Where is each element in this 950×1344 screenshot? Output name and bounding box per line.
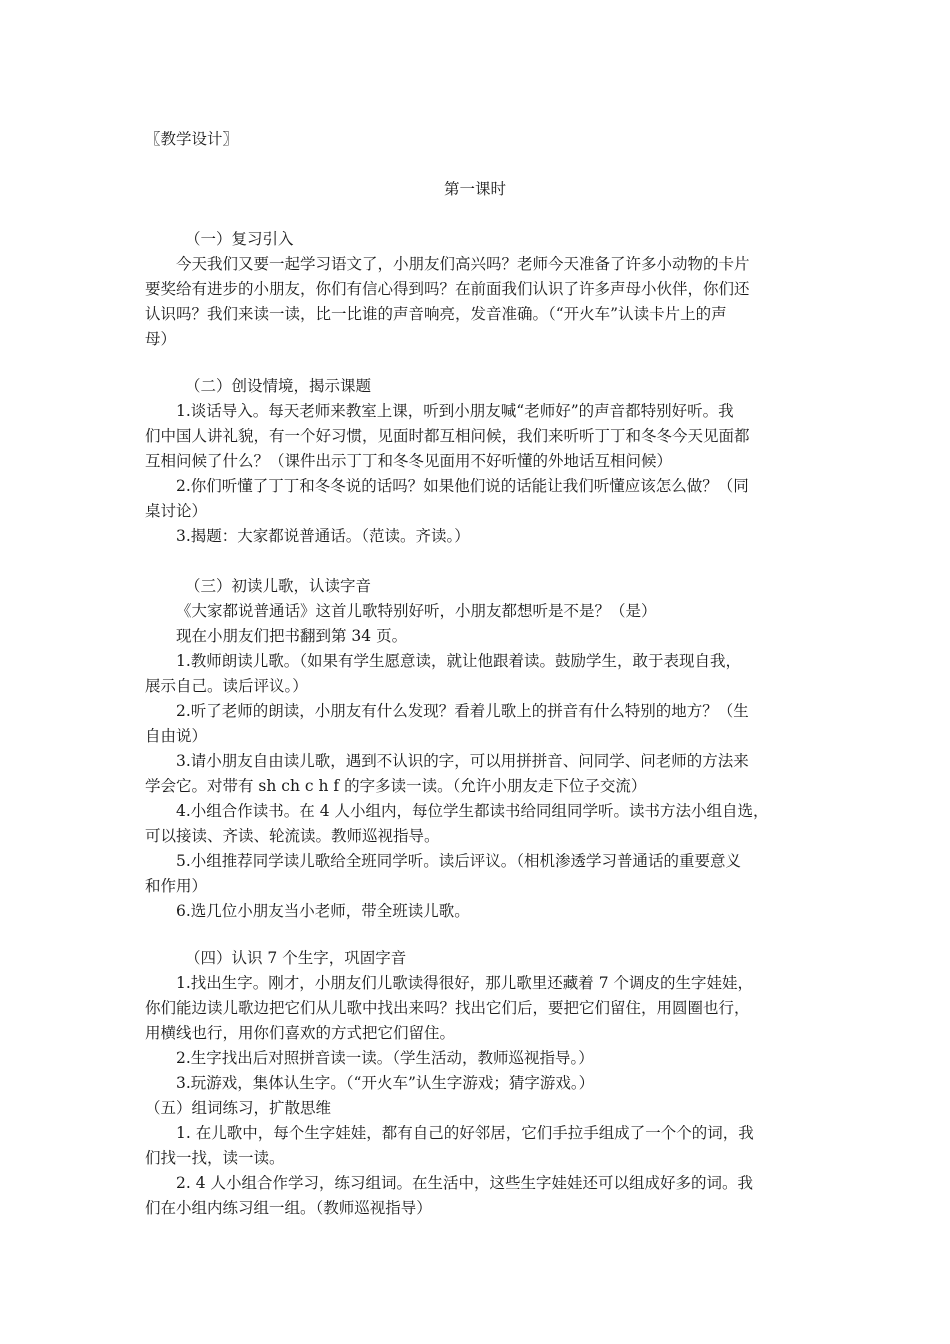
paragraph-line: 们在小组内练习组一组。（教师巡视指导） [145,1199,432,1217]
section-heading: （四）认识 7 个生字，巩固字音 [185,949,407,967]
paragraph-line: 1.找出生字。刚才，小朋友们儿歌读得很好，那儿歌里还藏着 7 个调皮的生字娃娃， [176,974,754,992]
lesson-title: 第一课时 [443,180,506,198]
paragraph-line: 3.请小朋友自由读儿歌，遇到不认识的字，可以用拼拼音、问同学、问老师的方法来 [176,752,749,770]
section-heading: （一）复习引入 [185,230,294,248]
paragraph-line: 2.生字找出后对照拼音读一读。（学生活动，教师巡视指导。） [176,1049,594,1067]
paragraph-line: 和作用） [145,877,208,895]
paragraph-line: 3.揭题：大家都说普通话。（范读。齐读。） [176,527,470,545]
section-heading: （五）组词练习，扩散思维 [145,1099,332,1117]
paragraph-line: 母） [145,330,177,348]
paragraph-line: 5.小组推荐同学读儿歌给全班同学听。读后评议。（相机渗透学习普通话的重要意义 [176,852,742,870]
section-heading: （三）初读儿歌，认读字音 [185,577,372,595]
paragraph-line: 认识吗？我们来读一读，比一比谁的声音响亮，发音准确。（“开火车”认读卡片上的声 [145,305,727,323]
paragraph-line: 你们能边读儿歌边把它们从儿歌中找出来吗？找出它们后，要把它们留住，用圆圈也行， [145,999,750,1017]
paragraph-line: 展示自己。读后评议。） [145,677,308,695]
section-5 [145,1096,815,1221]
paragraph-line: 1.谈话导入。每天老师来教室上课，听到小朋友喊“老师好”的声音都特别好听。我 [176,402,734,420]
document-title-bracket: 〖教学设计〗 [145,130,239,148]
paragraph-line: 1.教师朗读儿歌。（如果有学生愿意读，就让他跟着读。鼓励学生，敢于表现自我， [176,652,742,670]
section-3 [145,574,815,924]
paragraph-line: 2.听了老师的朗读，小朋友有什么发现？看着儿歌上的拼音有什么特别的地方？（生 [176,702,749,720]
paragraph-line: 6.选几位小朋友当小老师，带全班读儿歌。 [176,902,470,920]
paragraph-line: 可以接读、齐读、轮流读。教师巡视指导。 [145,827,440,845]
paragraph-line: 现在小朋友们把书翻到第 34 页。 [176,627,408,645]
paragraph-line: 3.玩游戏，集体认生字。（“开火车”认生字游戏；猜字游戏。） [176,1074,595,1092]
paragraph-line: 们中国人讲礼貌，有一个好习惯，见面时都互相问候，我们来听听丁丁和冬冬今天见面都 [145,427,750,445]
paragraph-line: 今天我们又要一起学习语文了，小朋友们高兴吗？老师今天准备了许多小动物的卡片 [176,255,750,273]
paragraph-line: 学会它。对带有 sh ch c h f 的字多读一读。（允许小朋友走下位子交流） [145,777,647,795]
section-2 [145,374,815,549]
section-1 [145,227,815,352]
section-heading: （二）创设情境，揭示课题 [185,377,372,395]
paragraph-line: 们找一找，读一读。 [145,1149,285,1167]
paragraph-line: 桌讨论） [145,502,208,520]
paragraph-line: 4.小组合作读书。在 4 人小组内，每位学生都读书给同组同学听。读书方法小组自选， [176,802,769,820]
paragraph-line: 要奖给有进步的小朋友，你们有信心得到吗？在前面我们认识了许多声母小伙伴，你们还 [145,280,750,298]
paragraph-line: 2.你们听懂了丁丁和冬冬说的话吗？如果他们说的话能让我们听懂应该怎么做？（同 [176,477,749,495]
paragraph-line: 用横线也行，用你们喜欢的方式把它们留住。 [145,1024,456,1042]
paragraph-line: 2. 4 人小组合作学习，练习组词。在生活中，这些生字娃娃还可以组成好多的词。我 [176,1174,754,1192]
section-4 [145,946,815,1096]
paragraph-line: 1. 在儿歌中，每个生字娃娃，都有自己的好邻居，它们手拉手组成了一个个的词，我 [176,1124,754,1142]
paragraph-line: 《大家都说普通话》这首儿歌特别好听，小朋友都想听是不是？（是） [176,602,657,620]
paragraph-line: 互相问候了什么？（课件出示丁丁和冬冬见面用不好听懂的外地话互相问候） [145,452,673,470]
paragraph-line: 自由说） [145,727,208,745]
